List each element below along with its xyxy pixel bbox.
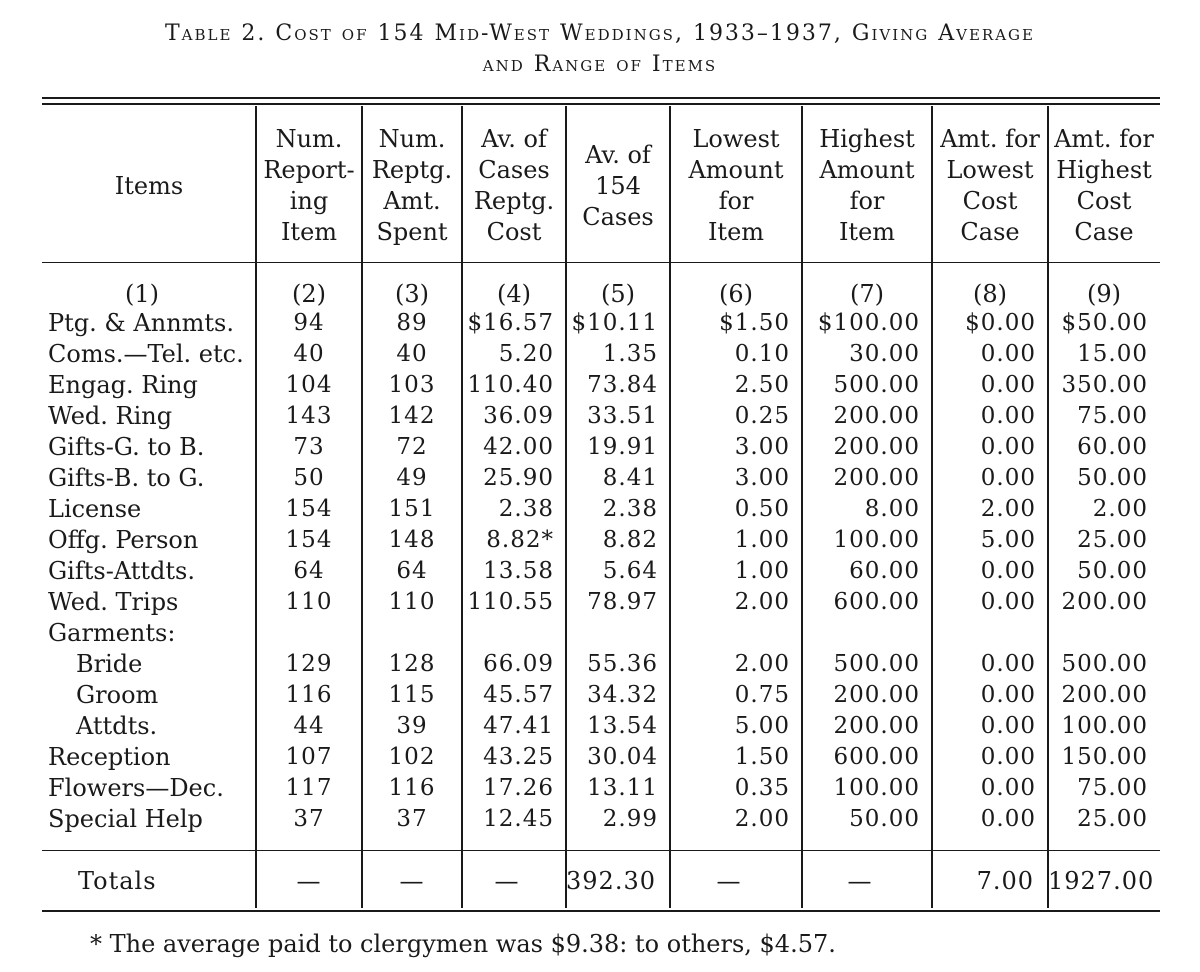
cell-col-3: 40 [396,341,428,367]
column-header-8 [932,112,1048,260]
cell-col-9: 2.00 [1092,496,1148,522]
row-item-label: Gifts-B. to G. [48,464,205,492]
table-title-line-1: Table 2. Cost of 154 Mid-West Weddings, 1933–1937, Giving Average [164,21,1035,46]
cell-col-6: 1.50 [734,744,790,770]
cell-col-4: 8.82* [486,527,554,553]
cell-col-7: 600.00 [833,744,920,770]
cell-col-8: 0.00 [980,341,1036,367]
cell-col-9: 75.00 [1077,403,1148,429]
column-header-line: Cases [582,202,654,231]
cell-col-9 [1050,618,1148,649]
cell-col-3: 102 [388,744,436,770]
cell-col-5: 13.11 [587,775,658,801]
column-header-line: Amt. for [1054,125,1154,153]
cell-col-8: $0.00 [965,310,1036,336]
cell-col-9: 350.00 [1061,372,1148,398]
cell-col-2: 154 [285,496,333,522]
row-item-label: Wed. Ring [48,402,173,430]
totals-col-6: — [716,867,742,895]
column-header-line: Amt. [383,187,441,215]
cell-col-6: 0.10 [734,341,790,367]
cell-col-9: 25.00 [1077,806,1148,832]
cell-col-6: 2.00 [734,589,790,615]
column-header-6 [670,112,802,260]
cell-col-7: 200.00 [833,403,920,429]
cell-col-8: 0.00 [980,682,1036,708]
cell-col-8: 0.00 [980,465,1036,491]
cell-col-5: 34.32 [587,682,658,708]
cell-col-7: 50.00 [849,806,920,832]
cell-col-8: 0.00 [980,775,1036,801]
column-header-line: Amt. for [940,125,1040,153]
column-header-line: Cost [962,187,1018,215]
row-item-label: License [48,495,142,523]
cell-col-5: 78.97 [587,589,658,615]
cell-col-3: 142 [388,403,436,429]
cell-col-2: 116 [285,682,333,708]
top-double-rule-a [42,97,1160,99]
cell-col-5: 8.41 [602,465,658,491]
column-header-line: Amount [688,156,784,184]
cell-col-7: 600.00 [833,589,920,615]
column-header-line: Item [280,218,338,246]
cell-col-3: 110 [388,589,436,615]
column-header-line: Highest [819,125,915,153]
cell-col-4: 36.09 [483,403,554,429]
cell-col-5: 2.38 [602,496,658,522]
cell-col-3: 116 [388,775,436,801]
row-item-label: Wed. Trips [48,588,179,616]
cell-col-2: 110 [285,589,333,615]
column-number-6: (6) [719,280,753,308]
cell-col-2: 117 [285,775,333,801]
column-number-9: (9) [1087,280,1121,308]
column-header-line: for [849,187,885,215]
cell-col-5: 13.54 [587,713,658,739]
cell-col-4: 45.57 [483,682,554,708]
row-item-label: Reception [48,743,171,771]
column-number-5: (5) [601,280,635,308]
column-header-line: Case [960,218,1020,246]
cell-col-2: 37 [293,806,325,832]
column-number-2: (2) [292,280,326,308]
cell-col-5: $10.11 [571,310,658,336]
cell-col-4: 47.41 [483,713,554,739]
cell-col-5: 55.36 [587,651,658,677]
cell-col-8: 0.00 [980,744,1036,770]
footnote: * The average paid to clergymen was $9.38: to others, $4.57. [90,930,836,958]
cell-col-6: 2.00 [734,651,790,677]
cell-col-9: 15.00 [1077,341,1148,367]
cell-col-2: 143 [285,403,333,429]
column-header-line: Item [707,218,765,246]
row-item-label: Gifts-G. to B. [48,433,205,461]
column-header-line: Num. [275,125,343,153]
column-header-4 [462,112,566,260]
cell-col-9: 500.00 [1061,651,1148,677]
column-header-line: Reptg. [371,156,453,184]
cell-col-7: 100.00 [833,775,920,801]
cell-col-4: 110.40 [467,372,554,398]
cell-col-5: 73.84 [587,372,658,398]
cell-col-5 [568,618,658,649]
row-item-label: Ptg. & Annmts. [48,309,234,337]
cell-col-4: 5.20 [498,341,554,367]
column-header-line: Cost [486,218,542,246]
column-header-line: Spent [376,218,448,246]
cell-col-2: 154 [285,527,333,553]
column-header-2 [256,112,362,260]
column-header-line: Items [114,171,184,200]
cell-col-9: 60.00 [1077,434,1148,460]
table-title [0,18,1200,80]
cell-col-6: 0.25 [734,403,790,429]
cell-col-4 [464,618,554,649]
cell-col-8: 0.00 [980,806,1036,832]
cell-col-5: 1.35 [602,341,658,367]
cell-col-8 [934,618,1036,649]
cell-col-6: 0.75 [734,682,790,708]
cell-col-7: 200.00 [833,465,920,491]
cell-col-4: 13.58 [483,558,554,584]
totals-col-7: — [847,867,873,895]
column-header-line: 154 [595,171,641,200]
totals-label: Totals [78,867,157,895]
cell-col-2: 40 [293,341,325,367]
cell-col-7: $100.00 [817,310,920,336]
cell-col-4: 42.00 [483,434,554,460]
cell-col-4: 25.90 [483,465,554,491]
column-header-line: Highest [1056,156,1152,184]
column-number-4: (4) [497,280,531,308]
cell-col-8: 0.00 [980,651,1036,677]
cell-col-3: 39 [396,713,428,739]
column-header-5 [566,112,670,260]
cell-col-2: 44 [293,713,325,739]
cell-col-2 [256,618,362,649]
cell-col-7: 8.00 [864,496,920,522]
column-header-line: Num. [378,125,446,153]
cell-col-9: 50.00 [1077,558,1148,584]
cell-col-5: 2.99 [602,806,658,832]
cell-col-3: 89 [396,310,428,336]
column-header-line: Lowest [946,156,1034,184]
cell-col-2: 104 [285,372,333,398]
header-rule [42,262,1160,263]
cell-col-6: 1.00 [734,527,790,553]
cell-col-2: 129 [285,651,333,677]
column-header-line: Av. of [585,140,651,169]
column-header-line: Case [1074,218,1134,246]
cell-col-4: 12.45 [483,806,554,832]
cell-col-4: $16.57 [467,310,554,336]
row-item-label: Engag. Ring [48,371,198,399]
column-number-8: (8) [973,280,1007,308]
column-header-line: ing [289,187,329,215]
cell-col-9: 50.00 [1077,465,1148,491]
row-item-label: Groom [76,681,159,709]
cell-col-5: 5.64 [602,558,658,584]
cell-col-8: 0.00 [980,434,1036,460]
cell-col-2: 107 [285,744,333,770]
cell-col-5: 8.82 [602,527,658,553]
cell-col-9: $50.00 [1061,310,1148,336]
cell-col-9: 25.00 [1077,527,1148,553]
column-number-7: (7) [850,280,884,308]
row-item-label: Garments: [48,619,176,647]
column-number-3: (3) [395,280,429,308]
column-header-7 [802,112,932,260]
cell-col-3: 103 [388,372,436,398]
cell-col-6: 3.00 [734,465,790,491]
column-header-line: for [718,187,754,215]
cell-col-7: 200.00 [833,682,920,708]
row-item-label: Gifts-Attdts. [48,557,195,585]
bottom-rule [42,910,1160,912]
cell-col-6: 0.50 [734,496,790,522]
column-header-line: Cost [1076,187,1132,215]
row-item-label: Offg. Person [48,526,199,554]
column-header-line: Report- [263,156,355,184]
cell-col-7: 500.00 [833,372,920,398]
column-number-1: (1) [125,280,159,308]
row-item-label: Special Help [48,805,203,833]
totals-col-5: 392.30 [566,867,656,895]
cell-col-3: 64 [396,558,428,584]
cell-col-3: 151 [388,496,436,522]
cell-col-9: 200.00 [1061,682,1148,708]
cell-col-6: 1.00 [734,558,790,584]
cell-col-5: 33.51 [587,403,658,429]
cell-col-7 [804,618,920,649]
cell-col-9: 150.00 [1061,744,1148,770]
cell-col-6: 5.00 [734,713,790,739]
cell-col-6: 3.00 [734,434,790,460]
cell-col-4: 66.09 [483,651,554,677]
column-header-line: Cases [478,156,550,184]
cell-col-7: 30.00 [849,341,920,367]
cell-col-4: 43.25 [483,744,554,770]
column-header-1 [42,112,256,260]
cell-col-9: 75.00 [1077,775,1148,801]
column-header-line: Amount [819,156,915,184]
cell-col-6 [672,618,790,649]
top-double-rule-b [42,103,1160,105]
cell-col-3: 37 [396,806,428,832]
cell-col-6: 2.50 [734,372,790,398]
column-header-line: Reptg. [473,187,555,215]
table-title-line-2: and Range of Items [482,52,718,77]
column-header-line: Item [838,218,896,246]
totals-col-2: — [296,867,322,895]
cell-col-4: 110.55 [467,589,554,615]
cell-col-3: 72 [396,434,428,460]
cell-col-2: 64 [293,558,325,584]
cell-col-6: $1.50 [719,310,790,336]
cell-col-3 [362,618,462,649]
cell-col-9: 200.00 [1061,589,1148,615]
cell-col-7: 200.00 [833,713,920,739]
cell-col-2: 50 [293,465,325,491]
column-header-line: Av. of [481,125,547,153]
cell-col-7: 100.00 [833,527,920,553]
cell-col-2: 94 [293,310,325,336]
cell-col-3: 148 [388,527,436,553]
cell-col-7: 500.00 [833,651,920,677]
cell-col-4: 2.38 [498,496,554,522]
totals-col-8: 7.00 [976,867,1034,895]
cell-col-8: 0.00 [980,713,1036,739]
column-header-line: Lowest [692,125,780,153]
row-item-label: Attdts. [76,712,158,740]
row-item-label: Coms.—Tel. etc. [48,340,244,368]
cell-col-2: 73 [293,434,325,460]
totals-col-3: — [399,867,425,895]
totals-rule [42,850,1160,851]
cell-col-9: 100.00 [1061,713,1148,739]
cell-col-3: 49 [396,465,428,491]
cell-col-8: 0.00 [980,589,1036,615]
cell-col-6: 0.35 [734,775,790,801]
cell-col-5: 30.04 [587,744,658,770]
cell-col-3: 115 [388,682,436,708]
cell-col-4: 17.26 [483,775,554,801]
row-item-label: Flowers—Dec. [48,774,224,802]
cell-col-5: 19.91 [587,434,658,460]
totals-col-9: 1927.00 [1048,867,1155,895]
cell-col-8: 0.00 [980,558,1036,584]
cell-col-8: 5.00 [980,527,1036,553]
cell-col-7: 60.00 [849,558,920,584]
column-header-3 [362,112,462,260]
column-header-9 [1048,112,1160,260]
totals-col-4: — [494,867,520,895]
cell-col-6: 2.00 [734,806,790,832]
cell-col-3: 128 [388,651,436,677]
cell-col-8: 0.00 [980,403,1036,429]
cell-col-8: 0.00 [980,372,1036,398]
cell-col-7: 200.00 [833,434,920,460]
row-item-label: Bride [76,650,143,678]
cell-col-8: 2.00 [980,496,1036,522]
